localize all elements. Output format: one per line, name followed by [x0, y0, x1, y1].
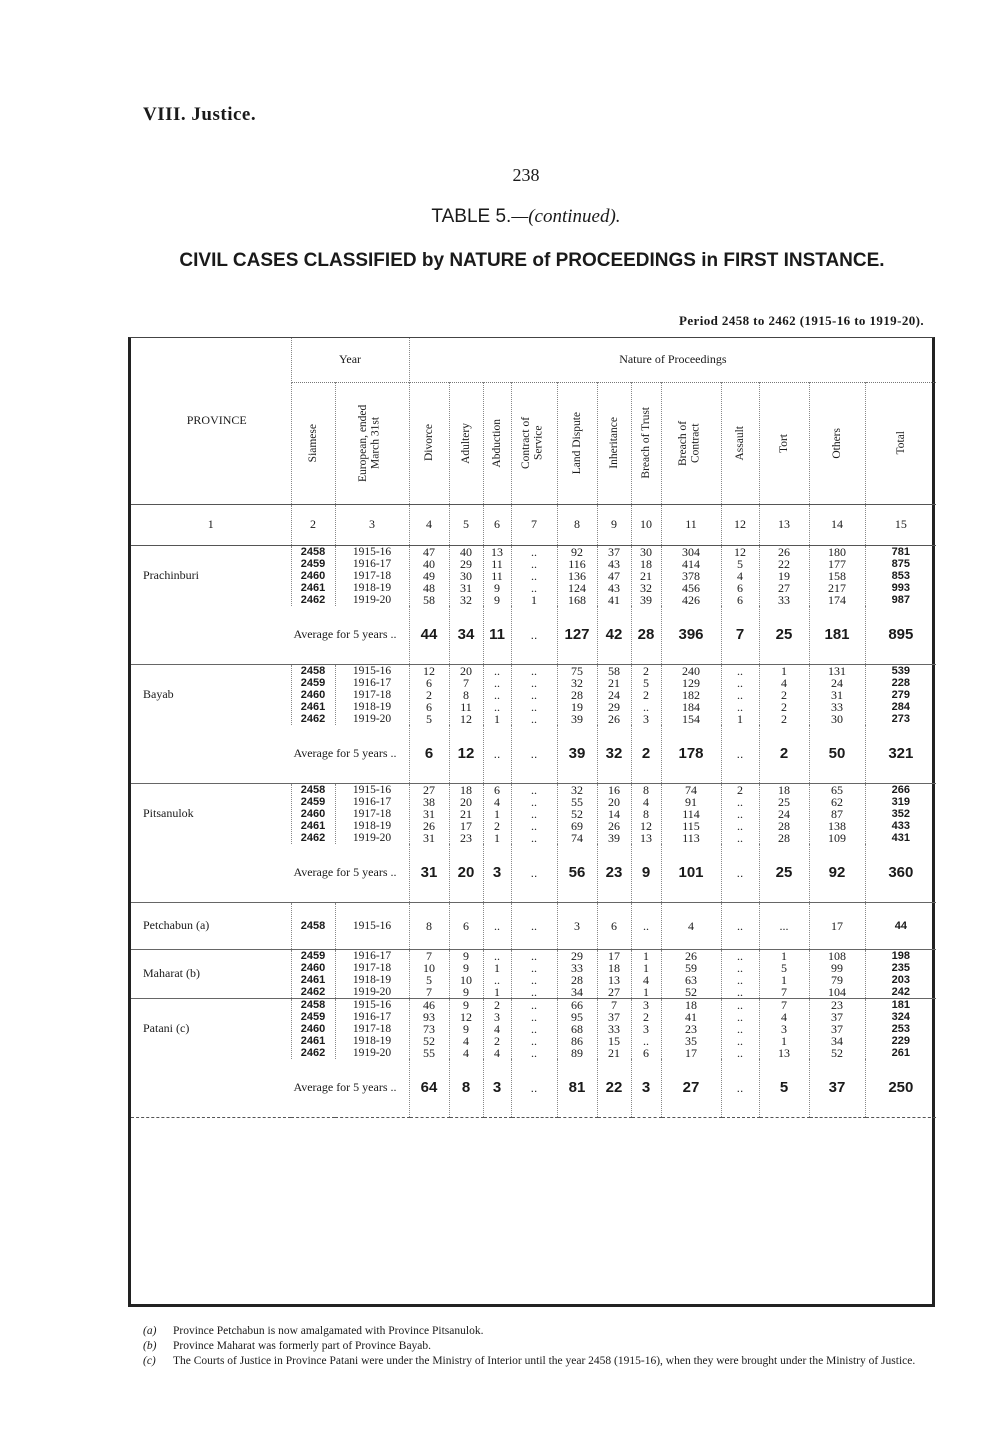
table-cell: ... — [759, 902, 809, 949]
footnote-tag: (c) — [143, 1355, 156, 1367]
average-cell: .. — [483, 725, 511, 784]
table-cell: 3 — [557, 902, 597, 949]
civil-cases-table — [128, 337, 935, 1307]
province-row — [131, 902, 936, 949]
table-cell: 46 93 73 52 55 — [409, 998, 449, 1059]
table-cell: 181 324 253 229 261 — [865, 998, 936, 1059]
table-cell: 37 43 47 43 41 — [597, 545, 631, 606]
table-cell: 92 116 136 124 168 — [557, 545, 597, 606]
table-cell: 198 235 203 242 — [865, 949, 936, 998]
footnote — [143, 1339, 933, 1354]
province-row — [131, 998, 936, 1059]
province-row — [131, 545, 936, 606]
table-cell: .. .. .. .. — [721, 949, 759, 998]
column-number-row — [131, 504, 936, 545]
table-cell: 65 62 87 138 109 — [809, 783, 865, 844]
footnote-tag: (a) — [143, 1325, 157, 1337]
breach-contract-header: Breach of Contract — [661, 382, 721, 504]
average-cell: 101 — [661, 844, 721, 903]
footnote — [143, 1354, 933, 1369]
table-cell: 66 95 68 86 89 — [557, 998, 597, 1059]
average-row — [131, 1059, 936, 1118]
siamese-years: 2458 2459 2460 2461 2462 — [291, 664, 335, 725]
table-cell: 304 414 378 456 426 — [661, 545, 721, 606]
column-number: 3 — [335, 504, 409, 545]
table-cell: 20 7 8 11 12 — [449, 664, 483, 725]
table-cell: 18 25 24 28 28 — [759, 783, 809, 844]
siamese-years: 2458 2459 2460 2461 2462 — [291, 783, 335, 844]
table-cell: 131 24 31 33 30 — [809, 664, 865, 725]
table-cell: 9 12 9 4 4 — [449, 998, 483, 1059]
footnote-text: Province Petchabun is now amalgamated with Province Pitsanulok. — [173, 1325, 484, 1337]
table-cell: 7 10 5 7 — [409, 949, 449, 998]
divorce-header: Divorce — [409, 382, 449, 504]
column-number: 4 — [409, 504, 449, 545]
total-header: Total — [865, 382, 936, 504]
average-cell: 2 — [631, 725, 661, 784]
average-cell: 25 — [759, 844, 809, 903]
column-number: 6 — [483, 504, 511, 545]
table-cell: 16 20 14 26 39 — [597, 783, 631, 844]
average-cell: 39 — [557, 725, 597, 784]
table-cell: 47 40 49 48 58 — [409, 545, 449, 606]
table-cell: 7 37 33 15 21 — [597, 998, 631, 1059]
table-cell: 8 — [409, 902, 449, 949]
average-row — [131, 844, 936, 903]
table-cell: 7 4 3 1 13 — [759, 998, 809, 1059]
average-cell: 9 — [631, 844, 661, 903]
table-cell: 4 — [661, 902, 721, 949]
breach-trust-header: Breach of Trust — [631, 382, 661, 504]
footnote-text: The Courts of Justice in Province Patani were under the Ministry of Interior until the year 2458 (1915-16), when they were brought under the Ministry of Justice. — [173, 1355, 916, 1367]
table-cell: 18 20 21 17 23 — [449, 783, 483, 844]
average-label: Average for 5 years .. — [131, 1059, 409, 1118]
average-cell: 360 — [865, 844, 936, 903]
others-header: Others — [809, 382, 865, 504]
table-cell: 1 5 1 7 — [759, 949, 809, 998]
average-cell: .. — [511, 725, 557, 784]
table-cell: 12 5 4 6 6 — [721, 545, 759, 606]
average-cell: 44 — [409, 606, 449, 665]
province-row — [131, 949, 936, 998]
table-cell: 75 32 28 19 39 — [557, 664, 597, 725]
table-cell: .. .. .. .. .. — [511, 998, 557, 1059]
average-cell: 5 — [759, 1059, 809, 1118]
average-cell: 11 — [483, 606, 511, 665]
table-cell: 40 29 30 31 32 — [449, 545, 483, 606]
table-cell: 781 875 853 993 987 — [865, 545, 936, 606]
average-cell: 895 — [865, 606, 936, 665]
table-cell: 12 6 2 6 5 — [409, 664, 449, 725]
european-years: 1915-16 1916-17 1917-18 1918-19 1919-20 — [335, 783, 409, 844]
section-heading: VIII. Justice. — [143, 104, 257, 125]
average-cell: 34 — [449, 606, 483, 665]
european-header: European, ended March 31st — [335, 382, 409, 504]
average-cell: 127 — [557, 606, 597, 665]
table-cell: 13 11 11 9 9 — [483, 545, 511, 606]
table-cell: 9 9 10 9 — [449, 949, 483, 998]
average-cell: 25 — [759, 606, 809, 665]
average-cell: .. — [721, 725, 759, 784]
average-cell: 81 — [557, 1059, 597, 1118]
average-cell: 178 — [661, 725, 721, 784]
average-cell: 31 — [409, 844, 449, 903]
table-cell: 23 37 37 34 52 — [809, 998, 865, 1059]
table-cell: 240 129 182 184 154 — [661, 664, 721, 725]
table-cell: .. .. .. .. 1 — [483, 664, 511, 725]
inheritance-header: Inheritance — [597, 382, 631, 504]
average-cell: 23 — [597, 844, 631, 903]
table-cell: 58 21 24 29 26 — [597, 664, 631, 725]
average-cell: 32 — [597, 725, 631, 784]
average-cell: .. — [511, 606, 557, 665]
siamese-years: 2458 — [291, 902, 335, 949]
average-cell: 50 — [809, 725, 865, 784]
average-cell: 181 — [809, 606, 865, 665]
footnote-tag: (b) — [143, 1340, 157, 1352]
table-cell: 32 55 52 69 74 — [557, 783, 597, 844]
table-cell: 30 18 21 32 39 — [631, 545, 661, 606]
table-cell: 26 59 63 52 — [661, 949, 721, 998]
province-header: PROVINCE — [131, 338, 291, 504]
contract-service-header: Contract of Service — [511, 382, 557, 504]
table-cell: 3 2 3 .. 6 — [631, 998, 661, 1059]
table-cell: .. .. .. .. 1 — [511, 545, 557, 606]
tort-header: Tort — [759, 382, 809, 504]
column-number: 7 — [511, 504, 557, 545]
column-number: 8 — [557, 504, 597, 545]
average-cell: 6 — [409, 725, 449, 784]
average-cell: 28 — [631, 606, 661, 665]
footnote-text: Province Maharat was formerly part of Province Bayab. — [173, 1340, 432, 1352]
table-cell: 180 177 158 217 174 — [809, 545, 865, 606]
table-cell: 17 18 13 27 — [597, 949, 631, 998]
column-number: 12 — [721, 504, 759, 545]
table-cell: .. .. .. .. 1 — [721, 664, 759, 725]
table-cell: 18 41 23 35 17 — [661, 998, 721, 1059]
land-dispute-header: Land Dispute — [557, 382, 597, 504]
average-label: Average for 5 years .. — [131, 606, 409, 665]
column-number: 10 — [631, 504, 661, 545]
table-cell: 1 4 2 2 2 — [759, 664, 809, 725]
column-number: 11 — [661, 504, 721, 545]
average-cell: 250 — [865, 1059, 936, 1118]
average-cell: 12 — [449, 725, 483, 784]
average-cell: 20 — [449, 844, 483, 903]
average-cell: 56 — [557, 844, 597, 903]
table-cell: 108 99 79 104 — [809, 949, 865, 998]
data-table — [131, 338, 936, 1118]
average-cell: 321 — [865, 725, 936, 784]
table-cell: .. — [631, 902, 661, 949]
average-label: Average for 5 years .. — [131, 844, 409, 903]
column-number: 1 — [131, 504, 291, 545]
period-label: Period 2458 to 2462 (1915-16 to 1919-20). — [679, 313, 924, 328]
average-cell: 396 — [661, 606, 721, 665]
table-cell: 74 91 114 115 113 — [661, 783, 721, 844]
average-cell: 3 — [631, 1059, 661, 1118]
table-title — [0, 206, 1001, 228]
average-cell: .. — [511, 1059, 557, 1118]
european-years: 1915-16 1916-17 1917-18 1918-19 1919-20 — [335, 664, 409, 725]
province-name: Maharat (b) — [131, 949, 291, 998]
table-cell: 6 — [449, 902, 483, 949]
table-cell: .. — [721, 902, 759, 949]
average-cell: 37 — [809, 1059, 865, 1118]
table-cell: 29 33 28 34 — [557, 949, 597, 998]
table-cell: 44 — [865, 902, 936, 949]
province-row — [131, 664, 936, 725]
adultery-header: Adultery — [449, 382, 483, 504]
european-years: 1915-16 — [335, 902, 409, 949]
table-title-continued: —(continued). — [511, 206, 621, 227]
column-number: 2 — [291, 504, 335, 545]
european-years: 1915-16 1916-17 1917-18 1918-19 1919-20 — [335, 998, 409, 1059]
table-cell: 539 228 279 284 273 — [865, 664, 936, 725]
page-number: 238 — [512, 165, 540, 185]
table-cell: .. .. .. .. .. — [721, 998, 759, 1059]
average-row — [131, 725, 936, 784]
average-cell: 2 — [759, 725, 809, 784]
table-cell: 2 5 2 .. 3 — [631, 664, 661, 725]
province-name: Patani (c) — [131, 998, 291, 1059]
table-cell: 8 4 8 12 13 — [631, 783, 661, 844]
table-cell: .. — [483, 902, 511, 949]
column-number: 13 — [759, 504, 809, 545]
column-number: 5 — [449, 504, 483, 545]
average-cell: 3 — [483, 844, 511, 903]
average-cell: 42 — [597, 606, 631, 665]
average-cell: 22 — [597, 1059, 631, 1118]
table-body — [131, 545, 936, 1117]
european-years: 1916-17 1917-18 1918-19 1919-20 — [335, 949, 409, 998]
province-name: Prachinburi — [131, 545, 291, 606]
column-number: 9 — [597, 504, 631, 545]
average-cell: .. — [721, 1059, 759, 1118]
average-cell: 64 — [409, 1059, 449, 1118]
province-name: Pitsanulok — [131, 783, 291, 844]
siamese-years: 2458 2459 2460 2461 2462 — [291, 998, 335, 1059]
table-cell: 26 22 19 27 33 — [759, 545, 809, 606]
average-cell: 3 — [483, 1059, 511, 1118]
table-cell: 17 — [809, 902, 865, 949]
average-cell: 27 — [661, 1059, 721, 1118]
european-years: 1915-16 1916-17 1917-18 1918-19 1919-20 — [335, 545, 409, 606]
table-subtitle: CIVIL CASES CLASSIFIED by NATURE of PROCEEDINGS in FIRST INSTANCE. — [179, 250, 885, 271]
table-cell: .. — [511, 902, 557, 949]
average-row — [131, 606, 936, 665]
average-cell: .. — [511, 844, 557, 903]
average-cell: 92 — [809, 844, 865, 903]
nature-group-header: Nature of Proceedings — [409, 338, 936, 382]
province-name: Petchabun (a) — [131, 902, 291, 949]
siamese-years: 2458 2459 2460 2461 2462 — [291, 545, 335, 606]
table-cell: 1 1 4 1 — [631, 949, 661, 998]
table-cell: 6 4 1 2 1 — [483, 783, 511, 844]
province-name: Bayab — [131, 664, 291, 725]
table-cell: .. 1 .. 1 — [483, 949, 511, 998]
table-cell: 27 38 31 26 31 — [409, 783, 449, 844]
table-cell: 2 .. .. .. .. — [721, 783, 759, 844]
table-cell: .. .. .. .. .. — [511, 783, 557, 844]
table-cell: .. .. .. .. .. — [511, 664, 557, 725]
column-number: 14 — [809, 504, 865, 545]
table-cell: 6 — [597, 902, 631, 949]
footnotes — [143, 1324, 933, 1369]
average-cell: .. — [721, 844, 759, 903]
year-group-header: Year — [291, 338, 409, 382]
average-label: Average for 5 years .. — [131, 725, 409, 784]
table-title-text: TABLE 5. — [431, 206, 512, 227]
siamese-years: 2459 2460 2461 2462 — [291, 949, 335, 998]
province-row — [131, 783, 936, 844]
footnote — [143, 1324, 933, 1339]
assault-header: Assault — [721, 382, 759, 504]
table-cell: 266 319 352 433 431 — [865, 783, 936, 844]
table-cell: 2 3 4 2 4 — [483, 998, 511, 1059]
abduction-header: Abduction — [483, 382, 511, 504]
average-cell: 7 — [721, 606, 759, 665]
siamese-header: Siamese — [291, 382, 335, 504]
column-number: 15 — [865, 504, 936, 545]
average-cell: 8 — [449, 1059, 483, 1118]
table-cell: .. .. .. .. — [511, 949, 557, 998]
